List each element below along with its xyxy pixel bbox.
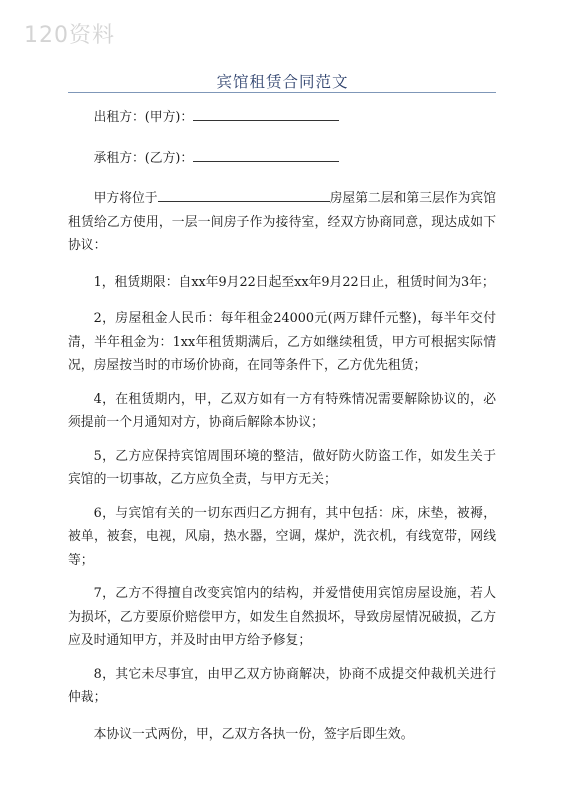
clause-7: 7，乙方不得擅自改变宾馆内的结构，并爱惜使用宾馆房屋设施，若人为损坏，乙方要原价赔偿甲方，如发生自然损坏，导致房屋情况破损，乙方应及时通知甲方，并及时由甲方给予修复；: [68, 586, 496, 648]
intro-after: 房屋第二层和第三层作为宾馆租赁给乙方使用，一层一间房子作为接待室，经双方协商同意，现达成如下协议：: [68, 191, 497, 253]
clause-4: 4，在租赁期内，甲，乙双方如有一方有特殊情况需要解除协议的，必须提前一个月通知对方，协商后解除本协议；: [68, 391, 496, 430]
document-body: [68, 106, 496, 746]
lessee-line: [68, 147, 496, 171]
lessor-label: 出租方：(甲方)：: [93, 110, 194, 125]
clause-5: 5，乙方应保持宾馆周围环境的整洁，做好防火防盗工作，如发生关于宾馆的一切事故，乙方应负全责，与甲方无关；: [68, 448, 496, 487]
lessor-line: [68, 106, 496, 130]
clause-6: 6，与宾馆有关的一切东西归乙方拥有，其中包括：床，床垫，被褥，被单，被套，电视，风扇，热水器，空调，煤炉，洗衣机，有线宽带，网线等；: [68, 505, 496, 568]
location-blank: [158, 189, 330, 202]
closing-paragraph: 本协议一式两份，甲，乙双方各执一份，签字后即生效。: [93, 726, 414, 742]
title-divider: [68, 92, 496, 93]
document-title: 宾馆租赁合同范文: [216, 73, 349, 91]
intro-before: 甲方将位于: [93, 191, 158, 206]
clause-2: 2，房屋租金人民币：每年租金24000元(两万肆仟元整)，每半年交付清，半年租金为：1xx年租赁期满后，乙方如继续租赁，甲方可根据实际情况，房屋按当时的市场价协商，在同等条件下，乙方优先租赁；: [68, 311, 496, 373]
lessee-label: 承租方：(乙方)：: [93, 150, 194, 166]
clause-1: 1，租赁期限：自xx年9月22日起至xx年9月22日止，租赁时间为3年；: [93, 274, 495, 290]
intro-paragraph: [68, 187, 496, 258]
watermark-logo: 120资料: [24, 23, 115, 48]
lessee-blank: [193, 149, 339, 162]
lessor-blank: [193, 108, 339, 121]
clause-8: 8，其它未尽事宜，由甲乙双方协商解决，协商不成提交仲裁机关进行仲裁；: [68, 666, 496, 705]
